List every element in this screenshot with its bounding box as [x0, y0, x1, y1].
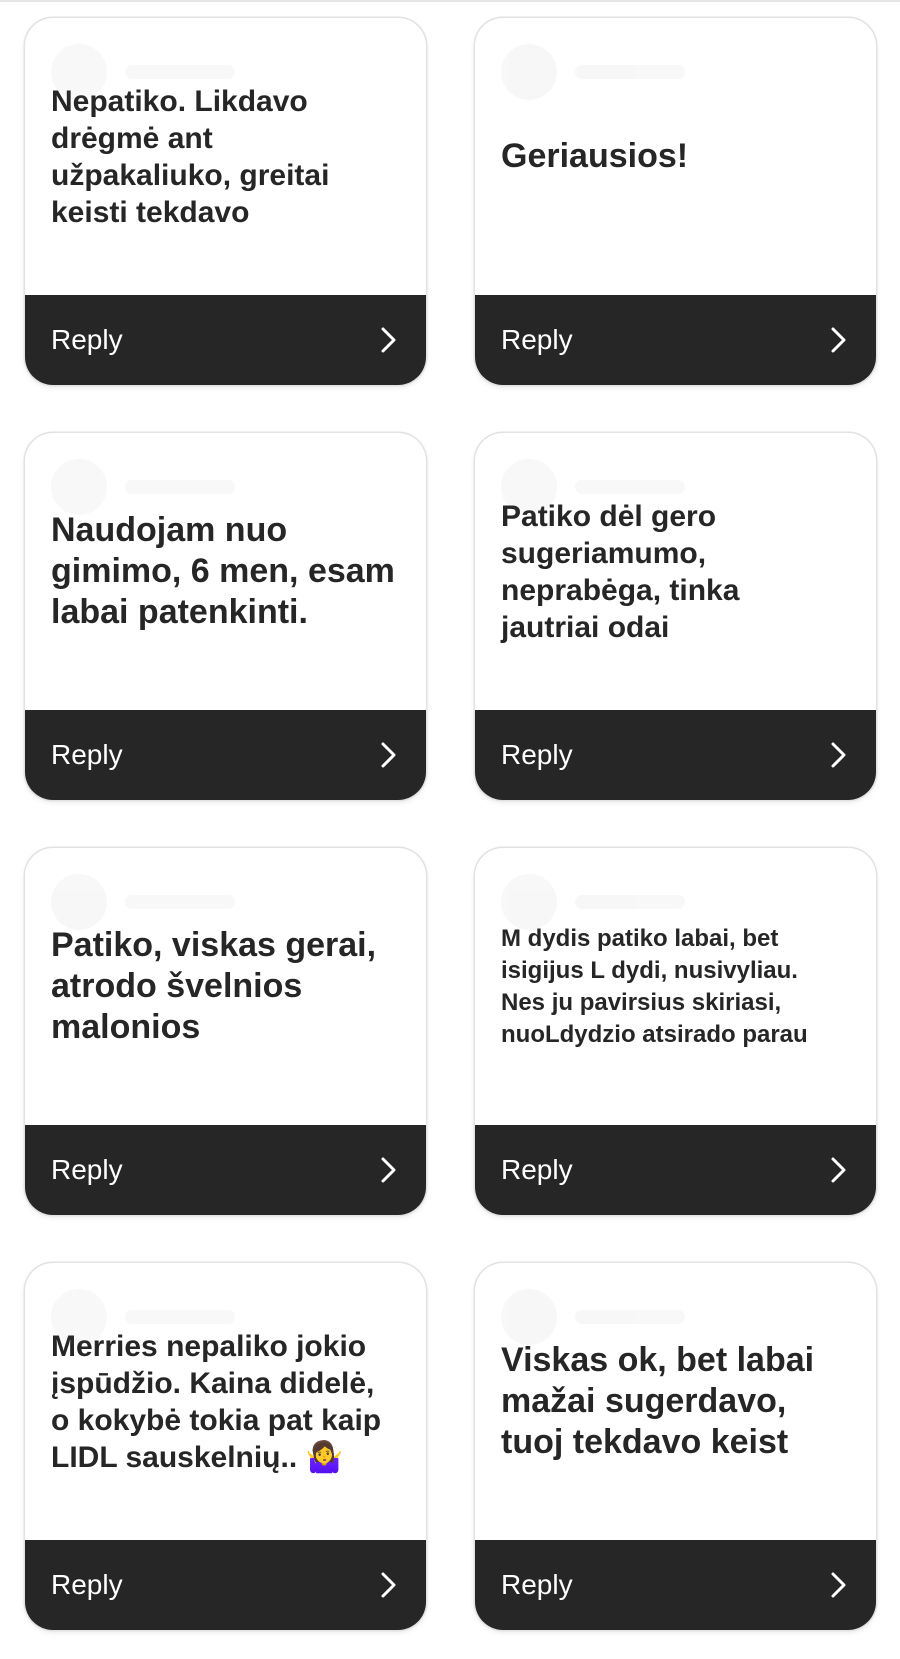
comment-body — [475, 18, 876, 295]
blurred-author-header — [501, 874, 685, 930]
reply-button[interactable] — [25, 295, 426, 385]
reply-label: Reply — [501, 739, 573, 770]
author-name-placeholder — [575, 480, 685, 494]
author-name-placeholder — [575, 1310, 685, 1324]
top-divider — [0, 0, 900, 2]
reply-button[interactable] — [25, 1125, 426, 1215]
comment-text: Patiko dėl gero sugeriamumo, neprabėga, tinka jautriai odai — [501, 499, 740, 644]
comment-card — [475, 848, 876, 1215]
comment-card — [475, 433, 876, 800]
reply-label: Reply — [51, 1569, 123, 1600]
avatar — [51, 459, 107, 515]
avatar — [501, 459, 557, 515]
avatar — [501, 874, 557, 930]
avatar — [51, 44, 107, 100]
comment-card — [475, 1263, 876, 1630]
avatar — [51, 1289, 107, 1345]
chevron-right-icon[interactable] — [380, 326, 398, 354]
chevron-right-icon[interactable] — [830, 326, 848, 354]
reply-button[interactable] — [475, 710, 876, 800]
comment-text: Geriausios! — [501, 137, 689, 175]
avatar — [51, 874, 107, 930]
comment-card — [25, 848, 426, 1215]
reply-button[interactable] — [475, 1540, 876, 1630]
avatar — [501, 1289, 557, 1345]
comment-body — [475, 1263, 876, 1540]
blurred-author-header — [51, 1289, 235, 1345]
comment-text: Nepatiko. Likdavo drėgmė ant užpakaliuko, greitai keisti tekdavo — [51, 84, 330, 229]
author-name-placeholder — [125, 480, 235, 494]
comment-body — [25, 1263, 426, 1540]
comment-text: Viskas ok, bet labai mažai sugerdavo, tuoj tekdavo keist — [501, 1341, 815, 1461]
comment-body — [25, 18, 426, 295]
reply-label: Reply — [501, 1154, 573, 1185]
blurred-author-header — [501, 1289, 685, 1345]
reply-label: Reply — [51, 1154, 123, 1185]
comment-text: M dydis patiko labai, bet isigijus L dydi, nusivyliau. Nes ju pavirsius skiriasi, nuoLdydzio atsirado parau — [501, 924, 808, 1048]
chevron-right-icon[interactable] — [830, 1571, 848, 1599]
chevron-right-icon[interactable] — [830, 1156, 848, 1184]
reply-label: Reply — [501, 1569, 573, 1600]
reply-label: Reply — [501, 324, 573, 355]
avatar — [501, 44, 557, 100]
blurred-author-header — [501, 44, 685, 100]
comment-card — [475, 18, 876, 385]
comment-body — [475, 848, 876, 1125]
author-name-placeholder — [575, 895, 685, 909]
comment-text: Patiko, viskas gerai, atrodo švelnios malonios — [51, 926, 377, 1046]
chevron-right-icon[interactable] — [380, 741, 398, 769]
chevron-right-icon[interactable] — [830, 741, 848, 769]
author-name-placeholder — [125, 895, 235, 909]
blurred-author-header — [51, 874, 235, 930]
comment-card — [25, 1263, 426, 1630]
chevron-right-icon[interactable] — [380, 1571, 398, 1599]
comment-body — [25, 848, 426, 1125]
reply-button[interactable] — [25, 1540, 426, 1630]
author-name-placeholder — [125, 65, 235, 79]
comment-body — [475, 433, 876, 710]
blurred-author-header — [501, 459, 685, 515]
comment-text: Merries nepaliko jokio įspūdžio. Kaina didelė, o kokybė tokia pat kaip LIDL sauskelnių.. 🤷‍♀️ — [51, 1329, 382, 1474]
comment-text: Naudojam nuo gimimo, 6 men, esam labai patenkinti. — [51, 511, 395, 631]
blurred-author-header — [51, 459, 235, 515]
reply-button[interactable] — [25, 710, 426, 800]
reply-button[interactable] — [475, 1125, 876, 1215]
author-name-placeholder — [575, 65, 685, 79]
comment-grid — [25, 18, 876, 1630]
blurred-author-header — [51, 44, 235, 100]
reply-label: Reply — [51, 324, 123, 355]
comment-card — [25, 433, 426, 800]
comment-body — [25, 433, 426, 710]
comment-card — [25, 18, 426, 385]
reply-label: Reply — [51, 739, 123, 770]
author-name-placeholder — [125, 1310, 235, 1324]
reply-button[interactable] — [475, 295, 876, 385]
chevron-right-icon[interactable] — [380, 1156, 398, 1184]
